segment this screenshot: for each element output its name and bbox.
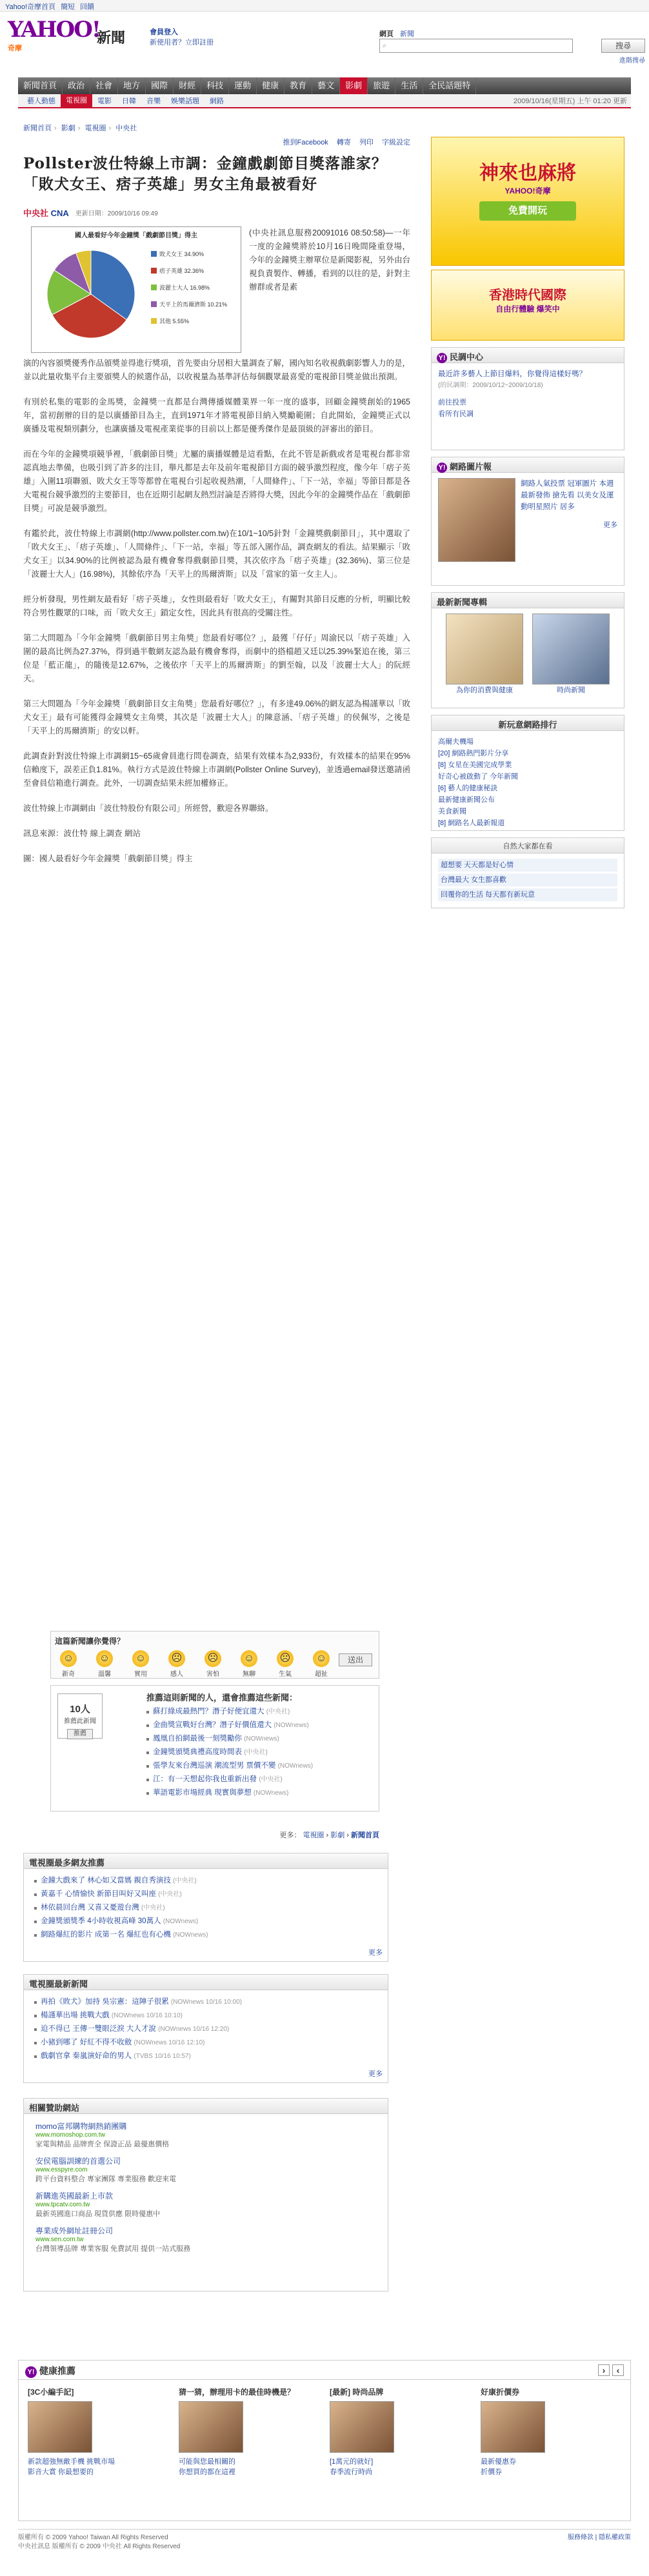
item-source: (NOWnews 10/16 10:10) xyxy=(111,2012,183,2019)
top-link-home[interactable]: Yahoo!奇摩首頁 xyxy=(5,3,56,11)
more-link[interactable]: 電視圈 xyxy=(303,1832,324,1839)
article-body xyxy=(23,357,410,841)
footer-thumbnail[interactable] xyxy=(179,2401,243,2453)
footer-column xyxy=(481,2386,629,2477)
item-source: (中央社) xyxy=(141,1904,165,1912)
footer-column-link[interactable]: [1萬元的就好] xyxy=(330,2458,374,2466)
sub-nav xyxy=(18,94,631,108)
list-item[interactable] xyxy=(146,1788,372,1799)
hot-item[interactable]: [20] 網路熱門影片分享 xyxy=(438,750,509,757)
item-link[interactable]: 黃嘉千 心情愉快 新節目叫好又叫座 xyxy=(41,1890,156,1898)
recommend-header: 推薦這則新聞的人，還會推薦這些新聞： xyxy=(146,1693,298,1702)
yahoo-logo[interactable] xyxy=(8,17,100,53)
header xyxy=(0,12,649,65)
article-paragraph: 第三大問題為「今年金鐘獎「戲劇節目女主角獎」您最看好哪位？」，有多達49.06%的網友認為楊謹華以「敗犬女王」最有可能獲得金鐘獎女主角獎，其次是「波麗士大人」的陳意涵、「痞子英雄」的侯佩岑，之後是「天平上的馬爾濟斯」的安以軒。 xyxy=(23,699,410,735)
recommend-counter xyxy=(57,1693,103,1739)
sponsor-item[interactable] xyxy=(35,2121,376,2149)
nav-item[interactable]: 旅遊 xyxy=(368,77,395,94)
list-item[interactable] xyxy=(146,1720,372,1731)
item-link[interactable]: 蘇打綠成最熱門？潛子好便宜還大 xyxy=(153,1708,265,1715)
list-item[interactable] xyxy=(34,1928,377,1942)
latest-album-box xyxy=(431,592,624,708)
item-source: (中央社) xyxy=(259,1776,283,1783)
nav-item[interactable]: 健康 xyxy=(257,77,285,94)
site-name: 新聞 xyxy=(97,30,126,46)
list-item[interactable] xyxy=(34,1888,377,1901)
sponsor-desc: 跨平台資料整合 專家團隊 專業服務 歡迎來電 xyxy=(35,2175,177,2183)
mood-option[interactable] xyxy=(308,1650,335,1678)
sponsor-box xyxy=(23,2098,388,2291)
sponsor-title[interactable]: 專業成外網址註冊公司 xyxy=(35,2226,114,2235)
nav-item[interactable]: 財經 xyxy=(174,77,201,94)
subnav-date: 2009/10/16(星期五) 上午 01:20 更新 xyxy=(513,97,627,105)
photo-text[interactable]: 網路人氣投票 冠軍圖片 本週最新發佈 搶先看 以美女及運動明星照片 居多 xyxy=(521,480,614,511)
item-link[interactable]: 金鐘大戲來了 林心如又當媽 親自秀演技 xyxy=(41,1877,171,1884)
item-source: (中央社) xyxy=(266,1708,290,1715)
more-label: 更多： xyxy=(279,1832,301,1839)
poll-all-link[interactable]: 看所有民調 xyxy=(438,410,474,418)
list-item[interactable] xyxy=(34,1901,377,1915)
album-item[interactable] xyxy=(446,614,523,696)
nav-item[interactable]: 科技 xyxy=(201,77,229,94)
poll-meta: (的民調期：2009/10/12~2009/10/18) xyxy=(438,382,543,389)
box-list xyxy=(24,1869,388,1947)
nav-item[interactable]: 新聞首頁 xyxy=(18,77,63,94)
mood-label: 超扯 xyxy=(315,1671,328,1678)
smiley-icon: ☺ xyxy=(132,1650,149,1667)
breadcrumb: 新聞首頁 › 影劇 › 電視圈 › 中央社 xyxy=(23,125,137,132)
poll-box xyxy=(431,347,624,450)
box-more-link[interactable]: 更多 xyxy=(368,1949,383,1957)
legend-label: 其他 5.55% xyxy=(159,318,190,324)
item-source: (NOWnews) xyxy=(277,1762,314,1770)
item-source: (中央社) xyxy=(158,1891,182,1898)
item-source: (NOWnews 10/16 12:10) xyxy=(134,2039,205,2046)
sponsor-list xyxy=(24,2121,388,2253)
item-source: (中央社) xyxy=(244,1749,268,1756)
source-logo xyxy=(23,206,69,219)
breadcrumb-item[interactable]: 中央社 xyxy=(115,125,137,132)
sponsor-title[interactable]: 新購進英國最新上市款 xyxy=(35,2192,114,2201)
sponsor-url: www.tpcatv.com.tw xyxy=(35,2201,90,2208)
logo-text: YAHOO! xyxy=(8,17,100,43)
footer-column xyxy=(28,2386,176,2477)
footer-carousel xyxy=(18,2360,631,2521)
mood-label: 害怕 xyxy=(206,1671,219,1678)
sponsor-item[interactable] xyxy=(35,2225,376,2253)
item-source: (NOWnews 10/16 12:20) xyxy=(158,2026,230,2033)
nav-item[interactable]: 運動 xyxy=(229,77,257,94)
list-item[interactable] xyxy=(146,1733,372,1744)
ad-title: 神來也麻將 xyxy=(479,162,576,185)
login-link[interactable]: 會員登入 xyxy=(150,28,178,36)
nav-item[interactable]: 政治 xyxy=(63,77,90,94)
list-item[interactable] xyxy=(34,1915,377,1928)
article-paragraph: 演的內容頒獎優秀作品頒獎並得進行獎項，首先要由分居相大量調查了解，國內知名收視戲劇影響人力的是，並以此量收集平台主要頒獎人的候選作品，以收視量為基準評估每個觀眾最喜愛的電視節目獎並做出預測。 xyxy=(23,359,411,381)
logo-sub: 奇摩 xyxy=(8,45,22,52)
mood-option[interactable] xyxy=(127,1650,154,1678)
item-link[interactable]: 張學友來台灣巡演 潮流型男 票價不變 xyxy=(153,1762,276,1770)
print-button[interactable]: 列印 xyxy=(359,139,374,146)
recommend-count-label: 推薦此新聞 xyxy=(64,1718,96,1725)
article-title: Pollster波仕特線上市調：金鐘戲劇節目獎落誰家？「敗犬女王、痞子英雄」男女主角最被看好 xyxy=(23,155,387,193)
article-paragraph: 訊息來源：波仕特 線上調查 網站 xyxy=(23,829,141,838)
more-links: 更多： 電視圈 › 影劇 › 新聞首頁 xyxy=(279,1832,379,1839)
photo-thumbnail[interactable] xyxy=(438,478,515,562)
smiley-icon: ☺ xyxy=(96,1650,113,1667)
yahoo-icon: Y! xyxy=(437,353,447,363)
footer-header xyxy=(19,2361,630,2380)
box-header: 新玩意網路排行 xyxy=(432,715,624,731)
item-source: (TVBS 10/16 10:57) xyxy=(134,2053,191,2060)
nav-item[interactable]: 藝文 xyxy=(312,77,340,94)
mood-submit-button[interactable]: 送出 xyxy=(339,1653,372,1666)
copyright: 中央社訊息 版權所有 © 2009 中央社 All Rights Reserved xyxy=(18,2543,181,2550)
mood-vote xyxy=(50,1631,379,1679)
poll-question[interactable]: 最近許多藝人上節目爆料，你覺得這樣好嗎？ xyxy=(438,370,586,378)
footer-thumbnail[interactable] xyxy=(330,2401,394,2453)
side-ad-list xyxy=(432,854,624,908)
item-link[interactable]: 林依晨回台灣 又喜又憂遊台灣 xyxy=(41,1904,139,1912)
nav-item[interactable]: 生活 xyxy=(395,77,423,94)
side-ad-item[interactable]: 超想要 天天都是好心情 xyxy=(438,859,617,872)
carousel-next-icon[interactable]: › xyxy=(598,2364,610,2376)
album-caption: 為你的消費與健康 xyxy=(456,686,513,694)
list-item[interactable] xyxy=(146,1706,372,1717)
breadcrumb-item[interactable]: 新聞首頁 xyxy=(23,125,52,132)
mood-option[interactable] xyxy=(163,1650,190,1678)
mood-option[interactable] xyxy=(91,1650,118,1678)
smiley-icon: ☹ xyxy=(168,1650,185,1667)
article-paragraph: 此調查針對波仕特線上市調網15~65歲會員進行問卷調查，結果有效樣本為2,933份，有效樣本的結果在95%信賴度下，誤差正負1.81%。執行方式是波仕特線上市調網(Pollster Online Survey)，並透過email發送邀請函至會員信箱進行調查。此外，一切調查結果未經加權修正。 xyxy=(23,752,410,788)
search-tab-web[interactable]: 網頁 xyxy=(379,30,394,38)
yahoo-icon: Y! xyxy=(25,2366,37,2378)
sponsor-desc: 最新英國進口商品 現貨供應 限時優惠中 xyxy=(35,2210,161,2218)
list-item[interactable] xyxy=(34,2036,377,2050)
carousel-prev-icon[interactable]: ‹ xyxy=(612,2364,624,2376)
legend-label: 波麗士大人 16.98% xyxy=(159,285,210,291)
hot-list xyxy=(432,731,624,834)
album-thumbnail xyxy=(532,614,610,684)
photo-header: 網路圖片報 xyxy=(450,462,492,472)
item-link[interactable]: 戲劇官拿 秦嵐演好命的男人 xyxy=(41,2052,132,2060)
top-link-short[interactable]: 簡短 xyxy=(61,3,75,11)
legend-label: 痞子英雄 32.36% xyxy=(159,268,205,274)
list-item[interactable] xyxy=(34,2050,377,2063)
mood-option[interactable] xyxy=(55,1650,82,1678)
footer-column-title[interactable]: [最新] 時尚品牌 xyxy=(330,2388,384,2397)
legend-label: 敗犬女王 34.90% xyxy=(159,251,205,257)
sponsor-url: www.esspyre.com xyxy=(35,2166,88,2173)
box-header xyxy=(432,348,624,363)
figure-caption: 圖：國人最看好今年金鐘獎「戲劇節目獎」得主 xyxy=(23,854,193,863)
item-link[interactable]: 金鐘獎頒獎典禮高度時間表 xyxy=(153,1748,242,1756)
footer-column-title[interactable]: 好康折價券 xyxy=(481,2388,520,2397)
side-ad-item[interactable]: 台灣最大 女生都喜歡 xyxy=(438,874,617,886)
footer-column-link[interactable]: 新款超強無敵手機 挑戰市場 xyxy=(28,2458,115,2466)
article xyxy=(23,137,410,877)
photo-box xyxy=(431,457,624,586)
item-source: (NOWnews) xyxy=(253,1790,289,1797)
footer-column-link[interactable]: 影音大賞 你最想要的 xyxy=(28,2468,94,2476)
list-item[interactable] xyxy=(146,1774,372,1785)
item-link[interactable]: 楊謹華出場 挑戰大戲 xyxy=(41,2012,110,2019)
sponsor-title[interactable]: 安侯電腦訓練的首選公司 xyxy=(35,2157,121,2166)
breadcrumb-item[interactable]: 影劇 xyxy=(61,125,75,132)
item-link[interactable]: 金曲獎宣戰好台灣？潛子好價值還大 xyxy=(153,1721,272,1729)
footer-column-link[interactable]: 你想買的都在這裡 xyxy=(179,2468,235,2476)
article-paragraph: 波仕特線上市調網由「波仕特股份有限公司」所經營，歡迎各界聯絡。 xyxy=(23,804,274,813)
recommend-box xyxy=(50,1685,379,1812)
list-item[interactable] xyxy=(34,1874,377,1888)
legend-swatch xyxy=(151,268,157,274)
sponsor-title[interactable]: momo富邦購物網熱銷團購 xyxy=(35,2122,127,2131)
article-meta xyxy=(23,206,410,219)
top-link-feedback[interactable]: 回饋 xyxy=(80,3,95,11)
legend-label: 天平上的馬爾濟斯 10.21% xyxy=(159,301,228,308)
breadcrumb-item[interactable]: 電視圈 xyxy=(85,125,106,132)
subnav-item[interactable]: 音樂 xyxy=(146,97,161,105)
footer-header-text: 健康推薦 xyxy=(39,2366,75,2376)
recommend-button[interactable]: 推薦 xyxy=(67,1729,93,1739)
footer-column-title[interactable]: 猜一猜，辦理用卡的最佳時機是？ xyxy=(179,2388,295,2397)
forward-button[interactable]: 轉寄 xyxy=(336,139,351,146)
list-item[interactable] xyxy=(146,1761,372,1772)
item-link[interactable]: 華語電影市場經典 現實與夢想 xyxy=(153,1789,252,1797)
mood-label: 實用 xyxy=(134,1671,147,1678)
item-link[interactable]: 江：有一天想起你我也重新出發 xyxy=(153,1775,257,1783)
register-link[interactable]: 新使用者？立即註冊 xyxy=(150,39,214,46)
box-header: 電視圈最新新聞 xyxy=(24,1975,388,1990)
ad-sub: 自由行體驗 爆笑中 xyxy=(495,305,560,314)
ad-sub: YAHOO!奇摩 xyxy=(504,186,551,195)
mood-option[interactable] xyxy=(272,1650,299,1678)
main-nav xyxy=(18,77,631,94)
article-paragraph: 有別於私集的電影的金馬獎，金鐘獎一直都是台灣傳播媒體業界一年一度的盛事，回顧金鐘獎創始的1965年，當初創辦的目的是以廣播節目為主，直到1971年才將電視節目納入獎勵範圍；自此開始，金鐘獎正式以廣播及電視類別劃分，也讓廣播及電視產業從事的目前以上都是優秀傑作是最頂級的評審出的節目。 xyxy=(23,397,410,434)
sponsor-desc: 台灣領導品牌 專業客服 免費試用 提供一站式服務 xyxy=(35,2245,191,2253)
footer-column-link[interactable]: 折價券 xyxy=(481,2468,502,2476)
subnav-item[interactable]: 電視圈 xyxy=(61,94,92,107)
smiley-icon: ☺ xyxy=(313,1650,330,1667)
footer-thumbnail[interactable] xyxy=(28,2401,92,2453)
item-source: (NOWnews) xyxy=(163,1918,199,1925)
list-item[interactable] xyxy=(34,2009,377,2022)
footer-links: 服務條款 | 隱私權政策 xyxy=(567,2534,631,2541)
privacy-link[interactable]: 隱私權政策 xyxy=(599,2534,631,2541)
mood-label: 溫馨 xyxy=(98,1671,111,1678)
subnav-item[interactable]: 藝人動態 xyxy=(27,97,55,105)
item-source: (NOWnews) xyxy=(274,1722,309,1729)
source-tag: CNA xyxy=(50,208,69,218)
search-tabs xyxy=(379,28,645,39)
article-figure xyxy=(31,226,241,353)
article-paragraph: 有鑑於此，波仕特線上市調網(http://www.pollster.com.tw)在10/1~10/5針對「金鐘獎戲劇節目」，其中選取了「敗犬女王」、「痞子英雄」、「人間條件」、「下一站，幸福」等五部入圍作品，調查網友的看法。結果顯示「敗犬女王」以34.90%的比例被認為最有機會奪得戲劇節目獎，其次依序為「痞子英雄」(32.36%)、第三位是「波麗士大人」(16.98%)，其餘依序為「天平上的馬爾濟斯」以及「當家的第一女主人」。 xyxy=(23,529,411,579)
box-header: 電視圈最多網友推薦 xyxy=(24,1853,388,1869)
footer-column-link[interactable]: 春季流行時尚 xyxy=(330,2468,372,2476)
box-header: 自然大家都在看 xyxy=(432,838,624,854)
footer-thumbnail[interactable] xyxy=(481,2401,545,2453)
poll-vote-link[interactable]: 前往投票 xyxy=(438,399,466,406)
search-area xyxy=(379,26,645,65)
latest-news-box xyxy=(23,1974,388,2083)
hot-item[interactable]: [8] 女星在美國完成學業 xyxy=(438,761,512,769)
pie-chart xyxy=(36,239,236,349)
subnav-item[interactable]: 娛樂話題 xyxy=(171,97,199,105)
search-icon: ⌕ xyxy=(383,41,387,50)
mahjong-ad[interactable] xyxy=(431,137,624,266)
sponsor-item[interactable] xyxy=(35,2155,376,2184)
copyright: 版權所有 © 2009 Yahoo! Taiwan All Rights Reserved xyxy=(18,2534,168,2541)
legend-swatch xyxy=(151,318,157,324)
legend-swatch xyxy=(151,285,157,290)
item-link[interactable]: 鳳凰自拍網最後一刻獎勵你 xyxy=(153,1735,242,1742)
mood-question: 這篇新聞讓你覺得？ xyxy=(55,1637,125,1646)
sponsor-item[interactable] xyxy=(35,2190,376,2219)
article-paragraph: 經分析發現，男性網友最看好「痞子英雄」，女性則最看好「敗犬女王」，有關對其節目反應的分析，明顯比較符合男性觀眾的口味，而「敗犬女王」鎖定女性，因此具有很高的受關注性。 xyxy=(23,595,411,617)
box-header: 相關贊助網站 xyxy=(24,2099,388,2114)
mood-label: 無聊 xyxy=(243,1671,255,1678)
article-paragraph: 第二大問題為「今年金鐘獎「戲劇節目男主角獎」您最看好哪位？」，最獲「仔仔」周渝民以「痞子英雄」入圍的最高比例為27.37%，得到過半數網友認為最有機會奪得，而劇中的搭檔趙又廷以25.39%緊追在後，第三位是「藍正龍」，的隨後是12.67%，之後依序「天平上的馬爾濟斯」的劉至翰，以及「波麗士大人」的阮經天。 xyxy=(23,634,410,683)
terms-link[interactable]: 服務條款 xyxy=(567,2534,594,2541)
smiley-icon: ☺ xyxy=(241,1650,257,1667)
mood-faces xyxy=(55,1650,375,1678)
item-link[interactable]: 金鐘獎頒獎季 4小時收視高峰 30萬人 xyxy=(41,1917,161,1925)
sidebar xyxy=(431,137,631,908)
article-tools xyxy=(23,137,410,150)
share-facebook-button[interactable]: 推到Facebook xyxy=(283,139,328,146)
nav-item[interactable]: 國際 xyxy=(146,77,174,94)
side-ad-item[interactable]: 回覆你的生活 每天都有新玩意 xyxy=(438,888,617,901)
item-link[interactable]: 再拍《敗犬》加持 吳宗憲：這陣子很累 xyxy=(41,1998,169,2006)
login-area xyxy=(150,27,214,48)
page-footer xyxy=(18,2529,631,2551)
sponsor-url: www.sen.com.tw xyxy=(35,2236,84,2243)
box-list xyxy=(24,1990,388,2068)
subnav-item[interactable]: 日韓 xyxy=(122,97,136,105)
smiley-icon: ☹ xyxy=(277,1650,294,1667)
yahoo-icon: Y! xyxy=(437,463,447,473)
nav-item[interactable]: 教育 xyxy=(285,77,312,94)
legend-swatch xyxy=(151,251,157,257)
nav-item[interactable]: 社會 xyxy=(90,77,118,94)
mood-option[interactable] xyxy=(235,1650,263,1678)
article-paragraph: 而在今年的金鐘獎項競爭裡，「戲劇節目獎」尤屬的廣播媒體是這看點，在此不管是新戲或者是電視台都非常認真地去準備，也吸引到了許多的注目，舉凡都是去年及前年電視節目方面的競爭激烈程度，像今年「痞子英雄」入圍11項聯頒、敗犬女王等等都曾在電視台引起收視熱潮，「人間條件」、「下一站，幸福」等節目都是各大電視台競爭激烈的主要節目，也在近期引起網友熱烈討論是否將得大獎，因此今年的金鐘獎作品在「戲劇節目獎」可說是競爭激烈。 xyxy=(23,450,411,513)
recommend-count: 10人 xyxy=(70,1704,90,1715)
subnav-item[interactable]: 網路 xyxy=(210,97,224,105)
photo-more-link[interactable]: 更多 xyxy=(603,521,617,529)
mood-label: 感人 xyxy=(170,1671,183,1678)
smiley-icon: ☺ xyxy=(60,1650,77,1667)
mood-label: 生氣 xyxy=(279,1671,292,1678)
nav-item[interactable]: 全民話題特 xyxy=(423,77,476,94)
hot-list-box xyxy=(431,715,624,831)
album-item[interactable] xyxy=(532,614,610,696)
top-bar xyxy=(0,0,649,12)
article-time: 更新日期：2009/10/16 09:49 xyxy=(75,210,158,217)
search-input[interactable] xyxy=(379,39,573,53)
ad-title: 香港時代國際 xyxy=(489,287,566,303)
hot-item[interactable]: [6] 藝人的健康秘訣 xyxy=(438,784,498,792)
footer-column xyxy=(179,2386,327,2477)
hot-item[interactable]: 最新健康新聞公布 xyxy=(438,796,495,804)
chart-title: 國人最看好今年金鐘獎「戲劇節目獎」得主 xyxy=(75,232,197,239)
hot-item[interactable]: 美食新聞 xyxy=(438,808,466,815)
item-source: (中央社) xyxy=(173,1877,197,1884)
smiley-icon: ☹ xyxy=(205,1650,221,1667)
box-header: 最新新聞專輯 xyxy=(432,593,624,608)
article-lead: (中央社訊息服務20091016 08:50:58)—一年一度的金鐘獎將於10月16日晚間隆重登場，今年的金鐘獎主辦單位是新聞影視，另外由台視負責製作、轉播，看到的以往的是，針對主辦群或者是素 xyxy=(249,228,411,292)
legend-swatch xyxy=(151,301,157,307)
font-size-button[interactable]: 字級設定 xyxy=(382,139,410,146)
search-button[interactable]: 搜尋 xyxy=(601,39,645,53)
list-item[interactable] xyxy=(34,1995,377,2009)
travel-ad[interactable] xyxy=(431,270,624,341)
item-link[interactable]: 網路爆紅的影片 成第一名 爆紅也有心機 xyxy=(41,1931,171,1939)
item-source: (NOWnews) xyxy=(244,1735,279,1742)
item-link[interactable]: 迫不得已 王傳一雙眼泛淚 大人才說 xyxy=(41,2025,156,2033)
footer-column-link[interactable]: 可能與您最相關的 xyxy=(179,2458,235,2466)
nav-item[interactable]: 影劇 xyxy=(340,77,368,94)
side-ad-box xyxy=(431,837,624,908)
ad-play-button[interactable]: 免費開玩 xyxy=(479,201,576,221)
footer-column-title[interactable]: [3C小編手記] xyxy=(28,2388,74,2397)
hot-item[interactable]: [8] 網路名人最新報道 xyxy=(438,819,505,827)
item-link[interactable]: 小豬到哪了 好紅不得不收斂 xyxy=(41,2039,132,2046)
poll-header: 民調中心 xyxy=(450,352,484,362)
source-name: 中央社 xyxy=(23,208,49,218)
advanced-search-link[interactable]: 進階搜尋 xyxy=(619,57,645,65)
most-recommended-box xyxy=(23,1853,388,1962)
item-source: (NOWnews) xyxy=(173,1932,208,1939)
hot-item[interactable]: 高爾夫機場 xyxy=(438,738,474,746)
list-item[interactable] xyxy=(34,2022,377,2036)
box-more-link[interactable]: 更多 xyxy=(368,2070,383,2078)
more-link[interactable]: 新聞首頁 xyxy=(351,1832,379,1839)
subnav-item[interactable]: 電影 xyxy=(97,97,112,105)
box-header xyxy=(432,457,624,473)
album-thumbnail xyxy=(446,614,523,684)
search-tab-news[interactable]: 新聞 xyxy=(400,30,414,38)
nav-item[interactable]: 地方 xyxy=(118,77,146,94)
hot-item[interactable]: 好奇心被啟動了 今年新聞 xyxy=(438,773,519,781)
sponsor-url: www.momoshop.com.tw xyxy=(35,2132,105,2139)
item-source: (NOWnews 10/16 10:00) xyxy=(170,1999,242,2006)
recommend-list xyxy=(146,1706,372,1801)
mood-label: 新奇 xyxy=(62,1671,75,1678)
mood-option[interactable] xyxy=(199,1650,226,1678)
album-caption: 時尚新聞 xyxy=(557,686,585,694)
footer-column xyxy=(330,2386,478,2477)
footer-column-link[interactable]: 最新優惠券 xyxy=(481,2458,516,2466)
sponsor-desc: 家電與精品 品牌齊全 保證正品 最優惠價格 xyxy=(35,2141,170,2148)
list-item[interactable] xyxy=(146,1747,372,1758)
more-link[interactable]: 影劇 xyxy=(330,1832,345,1839)
